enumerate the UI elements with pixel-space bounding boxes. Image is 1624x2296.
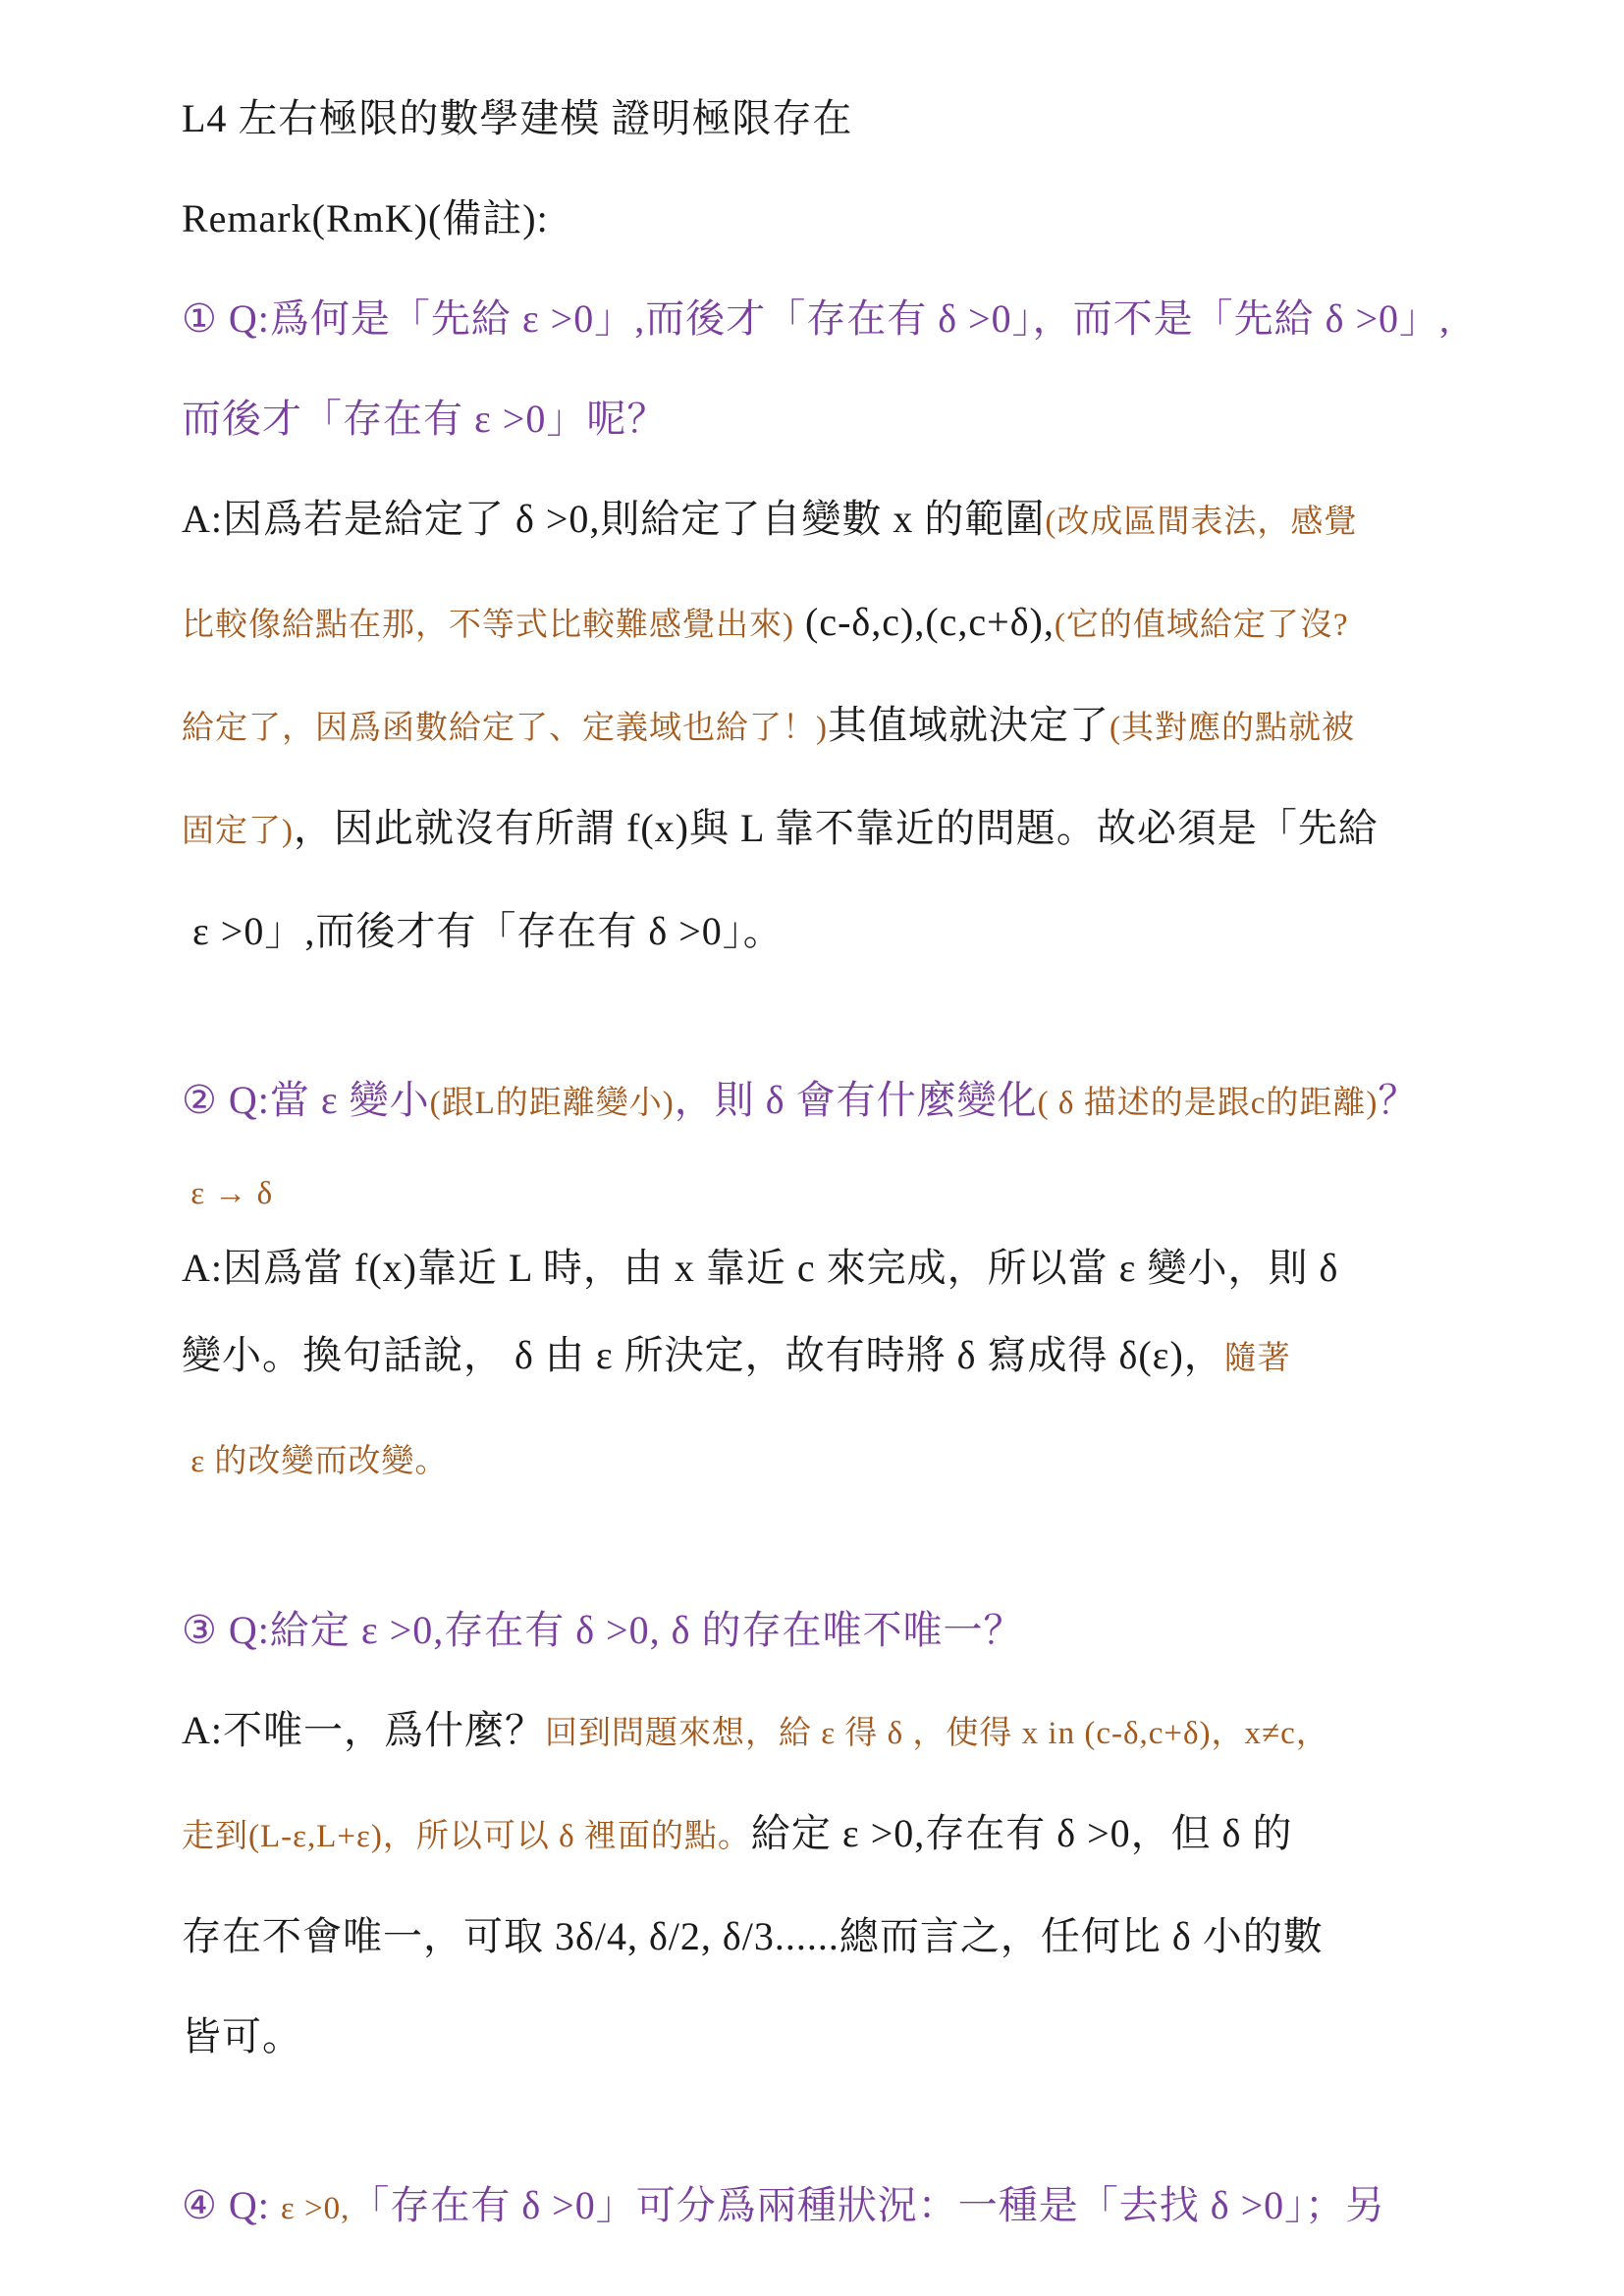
text-span: L4 左右極限的數學建模 證明極限存在 <box>182 96 853 140</box>
a1-line-5 <box>182 881 1516 982</box>
q1-line-1 <box>182 269 1516 369</box>
text-span: A:因爲若是給定了 δ >0,則給定了自變數 x 的範圍 <box>182 497 1046 541</box>
text-span: 走到(L-ε,L+ε)，所以可以 δ 裡面的點。 <box>182 1819 751 1854</box>
text-span: ，因此就沒有所謂 f(x)與 L 靠不靠近的問題。故必須是「先給 <box>294 806 1379 850</box>
text-span: 「存在有 δ >0」可分爲兩種狀況：一種是「去找 δ >0」；另 <box>350 2183 1386 2227</box>
text-span: 回到問題來想，給 ε 得 δ ，使得 x in (c-δ,c+δ)，x≠c， <box>545 1716 1329 1751</box>
a1-line-3 <box>182 675 1516 778</box>
text-span: A:因爲當 f(x)靠近 L 時，由 x 靠近 c 來完成，所以當 ε 變小，則 δ <box>182 1246 1339 1290</box>
remark-heading <box>182 169 1516 269</box>
text-span: (它的值域給定了沒? <box>1054 608 1349 643</box>
a3-line-2 <box>182 1784 1516 1887</box>
document-body <box>182 69 1516 2259</box>
text-span: ε → δ <box>182 1176 283 1211</box>
text-span: 比較像給點在那，不等式比較難感覺出來) <box>182 608 794 643</box>
text-span: (跟L的距離變小) <box>429 1086 675 1121</box>
a1-line-1 <box>182 469 1516 572</box>
q2-line-2 <box>182 1153 1516 1231</box>
text-span: 其值域就決定了 <box>828 703 1110 747</box>
title <box>182 69 1516 169</box>
text-span: 隨著 <box>1223 1341 1291 1376</box>
a2-line-1 <box>182 1231 1516 1306</box>
a2-line-2 <box>182 1306 1516 1409</box>
a3-line-4 <box>182 1987 1516 2087</box>
text-span: (其對應的點就被 <box>1110 711 1355 746</box>
text-span: 變小。換句話說， δ 由 ε 所決定，故有時將 δ 寫成得 δ(ε)， <box>182 1333 1224 1377</box>
text-span: 給定了，因爲函數給定了、定義域也給了！) <box>182 711 828 746</box>
text-span: ε >0」,而後才有「存在有 δ >0」。 <box>182 909 784 953</box>
text-span: ④ Q: <box>182 2183 281 2227</box>
text-span: 而後才「存在有 ε >0」呢？ <box>182 397 668 441</box>
text-span: (改成區間表法，感覺 <box>1045 505 1358 540</box>
a2-line-3 <box>182 1409 1516 1512</box>
text-span: ε 的改變而改變。 <box>182 1444 449 1479</box>
text-span: ，則 δ 會有什麼變化 <box>674 1078 1038 1122</box>
text-span: 固定了) <box>182 814 294 849</box>
text-span: ？ <box>1378 1078 1419 1122</box>
text-span: ① Q:爲何是「先給 ε >0」,而後才「存在有 δ >0」，而不是「先給 δ >0」, <box>182 296 1451 341</box>
a1-line-4 <box>182 778 1516 881</box>
a3-line-1 <box>182 1681 1516 1784</box>
text-span: ② Q:當 ε 變小 <box>182 1078 430 1122</box>
text-span: ε >0, <box>280 2191 351 2226</box>
text-span: 給定 ε >0,存在有 δ >0，但 δ 的 <box>750 1811 1293 1855</box>
text-span: ③ Q:給定 ε >0,存在有 δ >0, δ 的存在唯不唯一？ <box>182 1608 1024 1652</box>
q3-line-1 <box>182 1580 1516 1681</box>
text-span: Remark(RmK)(備註): <box>182 196 549 240</box>
q1-line-2 <box>182 369 1516 469</box>
text-span: ( δ 描述的是跟c的距離) <box>1037 1086 1379 1121</box>
text-span: 皆可。 <box>182 2014 302 2058</box>
text-span: A:不唯一，爲什麼？ <box>182 1708 545 1752</box>
q4-line-1 <box>182 2156 1516 2259</box>
a1-line-2 <box>182 572 1516 675</box>
text-span: 存在不會唯一，可取 3δ/4, δ/2, δ/3......總而言之，任何比 δ 小的數 <box>182 1914 1324 1958</box>
text-span: (c-δ,c),(c,c+δ), <box>794 600 1055 644</box>
a3-line-3 <box>182 1887 1516 1987</box>
q2-line-1 <box>182 1050 1516 1153</box>
